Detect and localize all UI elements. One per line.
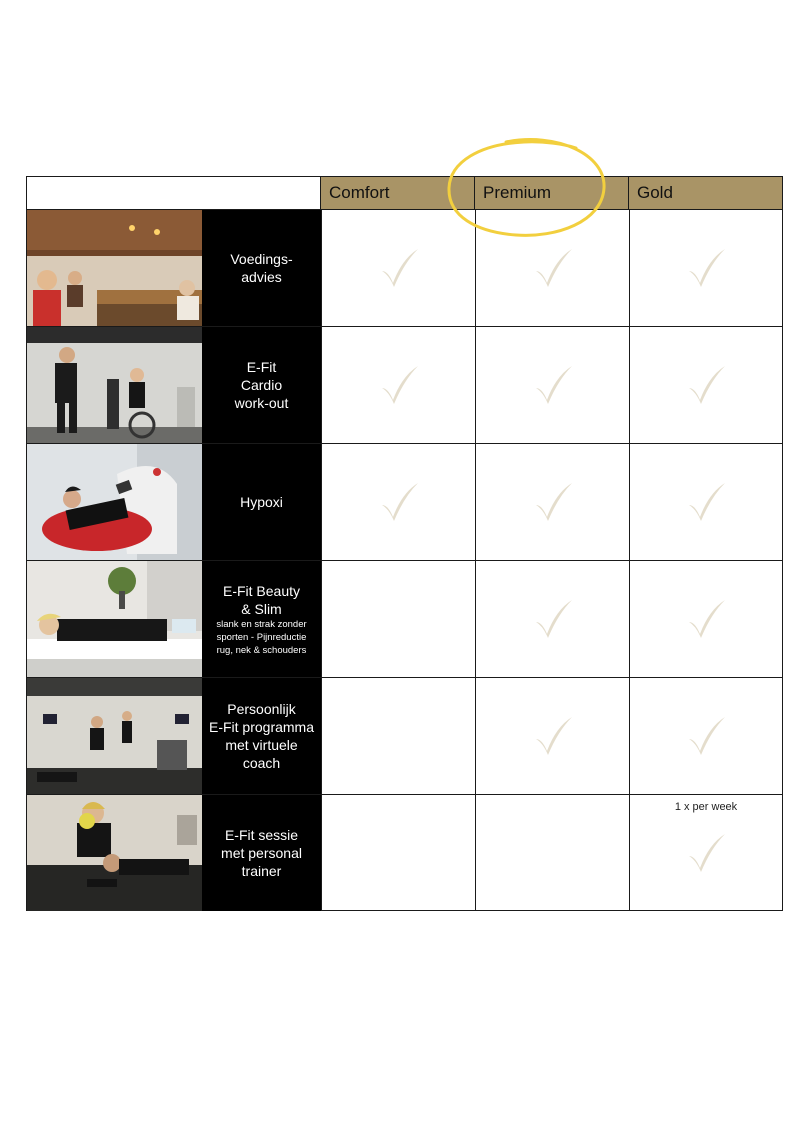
cell-premium: [475, 444, 629, 560]
personal-trainer-photo: [27, 795, 202, 911]
checkmark-icon: [376, 245, 422, 291]
feature-label-line: E-Fit programma: [208, 719, 315, 735]
checkmark-icon: [683, 362, 729, 408]
feature-label-line: Cardio: [240, 377, 283, 393]
feature-label-line: trainer: [241, 863, 282, 879]
feature-description-line: sporten - Pijnreductie: [216, 631, 307, 643]
cell-comfort: [321, 327, 475, 443]
cell-comfort: [321, 444, 475, 560]
feature-label: [202, 678, 321, 794]
feature-label-line: advies: [241, 269, 282, 285]
cell-gold: [629, 561, 782, 677]
cardio-bike-photo: [27, 327, 202, 443]
checkmark-icon: [530, 245, 576, 291]
checkmark-icon: [530, 596, 576, 642]
cell-premium: [475, 561, 629, 677]
feature-label-line: met virtuele: [225, 737, 298, 753]
table-row: [27, 443, 782, 560]
header-premium: Premium: [475, 177, 629, 209]
feature-label-line: work-out: [234, 395, 289, 411]
cell-premium: [475, 327, 629, 443]
cell-comfort: [321, 795, 475, 911]
feature-label-line: Hypoxi: [240, 494, 283, 510]
checkmark-icon: [683, 713, 729, 759]
cell-premium: [475, 795, 629, 911]
feature-label-line: Persoonlijk: [227, 701, 296, 717]
cell-gold: [629, 327, 782, 443]
nutrition-meeting-photo: [27, 210, 202, 326]
feature-label: [202, 795, 321, 911]
feature-label-line: & Slim: [241, 600, 282, 617]
checkmark-icon: [683, 245, 729, 291]
feature-label-line: coach: [242, 755, 281, 771]
feature-label: [202, 561, 321, 677]
hypoxi-machine-photo: [27, 444, 202, 560]
feature-label: [202, 210, 321, 326]
table-row: [27, 326, 782, 443]
feature-label: [202, 444, 321, 560]
cell-premium: [475, 678, 629, 794]
feature-label-line: met personal: [221, 845, 302, 861]
header-comfort: Comfort: [321, 177, 475, 209]
feature-label-line: E-Fit sessie: [224, 827, 299, 843]
table-row: [27, 560, 782, 677]
checkmark-icon: [376, 362, 422, 408]
cell-comfort: [321, 561, 475, 677]
feature-label-line: Voedings-: [230, 251, 293, 267]
checkmark-icon: [530, 362, 576, 408]
virtual-coach-photo: [27, 678, 202, 794]
cell-gold: [629, 795, 782, 911]
checkmark-icon: [683, 830, 729, 876]
feature-description-line: slank en strak zonder: [216, 618, 307, 630]
table-row: [27, 794, 782, 911]
cell-gold: [629, 444, 782, 560]
frequency-note: 1 x per week: [674, 801, 738, 813]
header-blank-cell: [27, 177, 321, 209]
checkmark-icon: [376, 479, 422, 525]
beauty-slim-photo: [27, 561, 202, 677]
checkmark-icon: [683, 596, 729, 642]
comparison-table: [26, 176, 783, 911]
checkmark-icon: [530, 713, 576, 759]
checkmark-icon: [530, 479, 576, 525]
checkmark-icon: [683, 479, 729, 525]
cell-gold: [629, 678, 782, 794]
cell-comfort: [321, 678, 475, 794]
feature-label: [202, 327, 321, 443]
feature-label-line: E-Fit Beauty: [222, 582, 301, 599]
feature-label-line: E-Fit: [246, 359, 277, 375]
table-row: [27, 677, 782, 794]
cell-gold: [629, 210, 782, 326]
header-gold: Gold: [629, 177, 782, 209]
header-row: [27, 177, 782, 209]
feature-description-line: rug, nek & schouders: [216, 644, 307, 656]
premium-highlight-circle: [446, 136, 608, 240]
table-row: [27, 209, 782, 326]
